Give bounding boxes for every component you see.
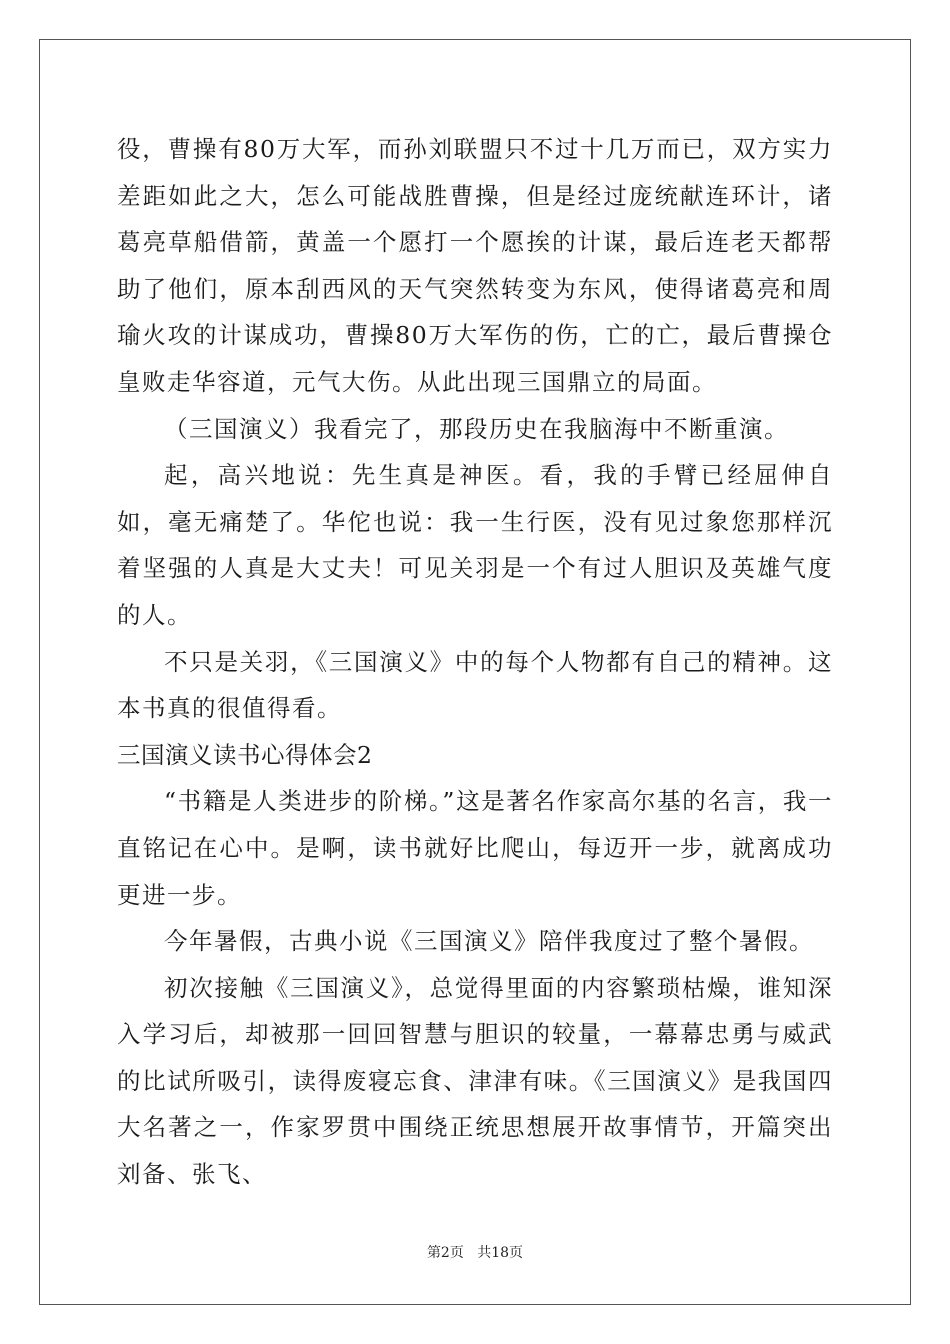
paragraph: （三国演义）我看完了，那段历史在我脑海中不断重演。 (164, 414, 789, 443)
paragraph-continuation: 役，曹操有80万大军，而孙刘联盟只不过十几万而已，双方实力差距如此之大，怎么可能战胜曹操，但是经过庞统献连环计，诸葛亮草船借箭，黄盖一个愿打一个愿挨的计谋，最后连老天都帮助了他们，原本刮西风的天气突然转变为东风，使得诸葛亮和周瑜火攻的计谋成功，曹操80万大军伤的伤，亡的亡，最后曹操仓皇败走华容道，元气大伤。从此出现三国鼎立的局面。 (117, 135, 833, 396)
section-heading: 三国演义读书心得体会2 (117, 740, 373, 769)
paragraph: 初次接触《三国演义》，总觉得里面的内容繁琐枯燥，谁知深入学习后，却被那一回回智慧与胆识的较量，一幕幕忠勇与威武的比试所吸引，读得废寝忘食、津津有味。《三国演义》是我国四大名著之一，作家罗贯中围绕正统思想展开故事情节，开篇突出刘备、张飞、 (117, 973, 833, 1189)
paragraph: 起，高兴地说：先生真是神医。看，我的手臂已经屈伸自如，毫无痛楚了。华佗也说：我一生行医，没有见过象您那样沉着坚强的人真是大丈夫！可见关羽是一个有过人胆识及英雄气度的人。 (117, 461, 833, 629)
page-total: 共18页 (477, 1245, 524, 1261)
paragraph: 不只是关羽，《三国演义》中的每个人物都有自己的精神。这本书真的很值得看。 (117, 647, 833, 723)
paragraph: “书籍是人类进步的阶梯。”这是著名作家高尔基的名言，我一直铭记在心中。是啊，读书就好比爬山，每迈开一步，就离成功更进一步。 (117, 787, 833, 909)
paragraph: 今年暑假，古典小说《三国演义》陪伴我度过了整个暑假。 (164, 927, 814, 956)
document-body (117, 126, 833, 1198)
page-number: 第2页 (426, 1245, 464, 1261)
page-footer (0, 1243, 950, 1263)
